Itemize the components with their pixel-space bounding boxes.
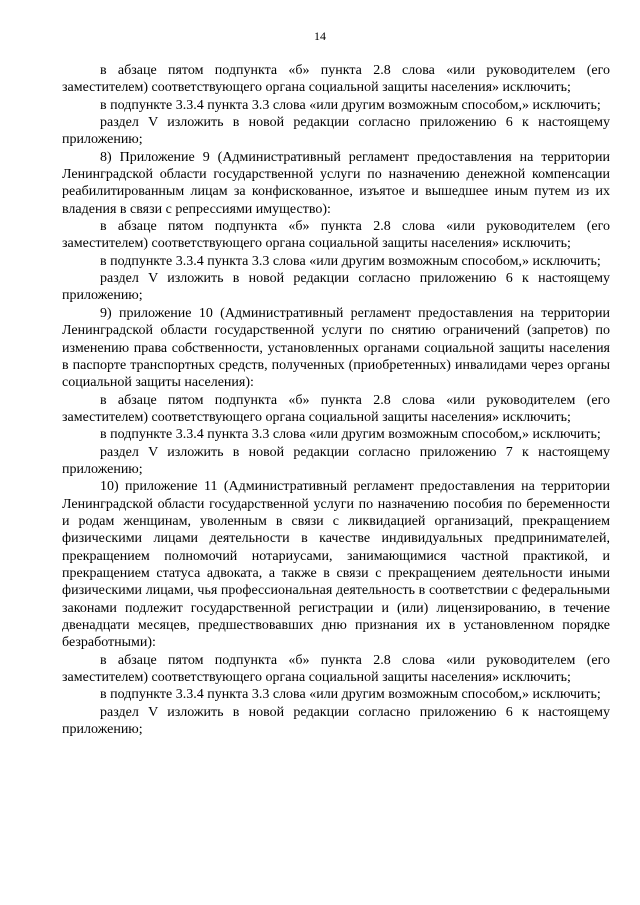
- paragraph-1: в абзаце пятом подпункта «б» пункта 2.8 слова «или руководителем (его заместителем) соответствующего органа социальной защиты населения» исключить;: [62, 63, 610, 96]
- paragraph-14: в подпункте 3.3.4 пункта 3.3 слова «или другим возможным способом,» исключить;: [100, 687, 601, 703]
- paragraph-13: в абзаце пятом подпункта «б» пункта 2.8 слова «или руководителем (его заместителем) соответствующего органа социальной защиты населения» исключить;: [62, 652, 610, 686]
- paragraph-10: в подпункте 3.3.4 пункта 3.3 слова «или другим возможным способом,» исключить;: [100, 427, 601, 443]
- paragraph-12: 10) приложение 11 (Административный регламент предоставления на территории Ленинградской области государственной услуги по назначению пособия по беременности и родам женщинам, уволенным в связи с ликвидацией организаций, прекращением физическими лицами деятельности в качестве индивидуальных предпринимателей, прекращением полномочий нотариусами, занимающимися частной практикой, и прекращением статуса адвоката, а также в связи с прекращением деятельности иными физическими лицами, чья профессиональная деятельность в соответствии с федеральными законами подлежит государственной регистрации и (или) лицензированию, в течение двенадцати месяцев, предшествовавших дню признания их в установленном порядке безработными):: [62, 479, 610, 651]
- paragraph-5: в абзаце пятом подпункта «б» пункта 2.8 слова «или руководителем (его заместителем) соответствующего органа социальной защиты населения» исключить;: [62, 219, 610, 252]
- paragraph-11: раздел V изложить в новой редакции согласно приложению 7 к настоящему приложению;: [62, 444, 610, 477]
- paragraph-8: 9) приложение 10 (Административный регламент предоставления на территории Ленинградской области государственной услуги по снятию ограничений (запретов) по изменению права собственности, установленных органами социальной защиты населения в паспорте транспортных средств, полученных (приобретенных) инвалидами через органы социальной защиты населения):: [62, 305, 610, 391]
- paragraph-2: в подпункте 3.3.4 пункта 3.3 слова «или другим возможным способом,» исключить;: [100, 97, 601, 113]
- paragraph-7: раздел V изложить в новой редакции согласно приложению 6 к настоящему приложению;: [62, 271, 610, 304]
- paragraph-15: раздел V изложить в новой редакции согласно приложению 6 к настоящему приложению;: [62, 704, 610, 738]
- page-number: 14: [314, 29, 326, 43]
- paragraph-6: в подпункте 3.3.4 пункта 3.3 слова «или другим возможным способом,» исключить;: [100, 253, 601, 269]
- document-body: [62, 62, 610, 738]
- paragraph-9: в абзаце пятом подпункта «б» пункта 2.8 слова «или руководителем (его заместителем) соответствующего органа социальной защиты населения» исключить;: [62, 392, 610, 425]
- paragraph-4: 8) Приложение 9 (Административный регламент предоставления на территории Ленинградской области государственной услуги по назначению денежной компенсации реабилитированным лицам за конфискованное, изъятое и вышедшее иным путем из их владения в связи с репрессиями имущество):: [62, 149, 610, 217]
- paragraph-3: раздел V изложить в новой редакции согласно приложению 6 к настоящему приложению;: [62, 115, 610, 148]
